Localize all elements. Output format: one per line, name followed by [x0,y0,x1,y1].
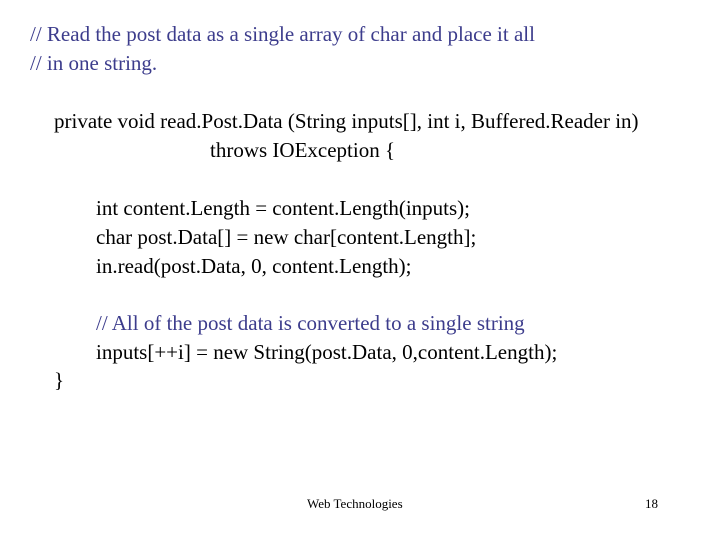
footer-course-title: Web Technologies [307,496,403,511]
code-line-assignment: inputs[++i] = new String(post.Data, 0,content.Length); [96,340,558,364]
method-signature-line-2: throws IOException { [210,138,396,162]
header-comment-line-2: // in one string. [30,51,158,75]
code-line-read: in.read(post.Data, 0, content.Length); [96,254,412,278]
method-signature-line-1: private void read.Post.Data (String inputs[], int i, Buffered.Reader in) [54,109,639,133]
footer-page-number: 18 [645,496,658,511]
header-comment-line-1: // Read the post data as a single array of char and place it all [30,22,535,46]
code-line-content-length: int content.Length = content.Length(inputs); [96,196,471,220]
inner-comment: // All of the post data is converted to a single string [96,311,525,335]
code-line-post-data: char post.Data[] = new char[content.Length]; [96,225,477,249]
closing-brace: } [54,368,65,392]
